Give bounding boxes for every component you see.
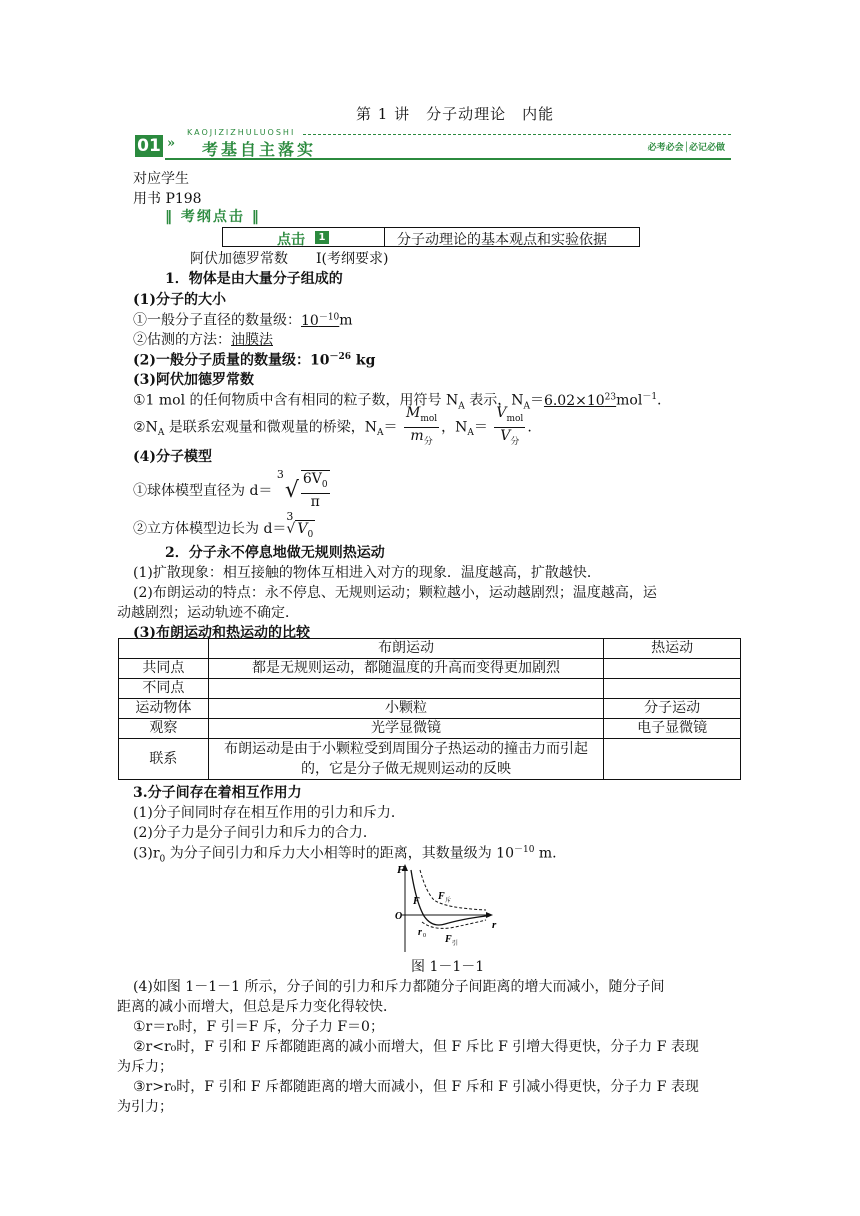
radical-icon: √ bbox=[284, 478, 299, 503]
text: ＝ bbox=[473, 419, 488, 436]
table-row bbox=[119, 679, 741, 699]
net-force-label: F bbox=[413, 896, 420, 907]
root-index: 3 bbox=[276, 468, 284, 481]
subscript: mol bbox=[506, 413, 524, 424]
table-cell bbox=[604, 679, 741, 699]
banner-dotted-rule bbox=[303, 134, 731, 135]
numerator bbox=[404, 405, 439, 428]
text: ②立方体模型边长为 d＝ bbox=[133, 521, 287, 537]
text: 6.02×10 bbox=[543, 392, 605, 409]
intro-line-2: 用书 P198 bbox=[133, 191, 202, 207]
subscript: A bbox=[467, 428, 474, 439]
text: ①一般分子直径的数量级： bbox=[133, 312, 301, 329]
text: (3)r bbox=[133, 845, 160, 862]
denominator bbox=[494, 428, 525, 450]
subscript: 分 bbox=[423, 436, 433, 447]
table-cell: 分子运动 bbox=[604, 699, 741, 719]
table-cell bbox=[604, 739, 741, 780]
section-3-2: (2)分子力是分子间引力和斥力的合力． bbox=[133, 825, 377, 841]
repulsive-force-curve bbox=[420, 870, 486, 910]
section-4-item1: ①r＝r₀时，F 引＝F 斥，分子力 F＝0； bbox=[133, 1019, 384, 1035]
r0-label: r bbox=[418, 927, 422, 938]
section-2-1: (1)扩散现象：相互接触的物体互相进入对方的现象．温度越高，扩散越快． bbox=[133, 565, 601, 581]
text: V bbox=[500, 427, 511, 444]
intro-line-1: 对应学生 bbox=[133, 171, 189, 187]
cube-root bbox=[286, 510, 315, 540]
r-axis-arrow-icon bbox=[486, 912, 493, 918]
section-4-item3-line2: 为引力； bbox=[117, 1099, 173, 1115]
section-1-1b bbox=[133, 329, 273, 349]
subscript: A bbox=[458, 401, 465, 412]
repel-force-sub: 斥 bbox=[445, 898, 452, 904]
point-box-left bbox=[223, 228, 385, 246]
text: 为分子间引力和斥力大小相等时的距离，其数量级为 10 bbox=[165, 845, 514, 862]
section-1-heading: 1．物体是由大量分子组成的 bbox=[165, 271, 343, 287]
repel-force-label: F bbox=[438, 891, 445, 902]
denominator bbox=[404, 428, 439, 450]
text: . bbox=[657, 392, 662, 409]
table-cell: 小颗粒 bbox=[208, 699, 603, 719]
text: mol bbox=[616, 392, 643, 409]
subscript: A bbox=[377, 428, 384, 439]
exponent: －10 bbox=[513, 845, 535, 855]
section-2-2-line1: (2)布朗运动的特点：永不停息、无规则运动；颗粒越小，运动越剧烈；温度越高，运 bbox=[133, 585, 657, 601]
section-1-2 bbox=[133, 349, 375, 370]
radical-icon: √ bbox=[286, 521, 296, 537]
answer-underline bbox=[544, 393, 616, 409]
denominator: π bbox=[310, 493, 320, 510]
radicand bbox=[301, 470, 330, 510]
text: ②估测的方法： bbox=[133, 332, 231, 348]
banner-arrow-icon: » bbox=[167, 136, 176, 151]
table-row bbox=[119, 699, 741, 719]
text: 是联系宏观量和微观量的桥梁，N bbox=[164, 419, 378, 436]
numerator bbox=[494, 405, 525, 428]
section-4-line2: 距离的减小而增大，但总是斥力变化得较快． bbox=[117, 999, 397, 1015]
text: ，N bbox=[441, 419, 468, 436]
banner-pinyin: KAOJIZIZHULUOSHI bbox=[187, 128, 296, 137]
table-cell: 都是无规则运动，都随温度的升高而变得更加剧烈 bbox=[208, 659, 603, 679]
text: V bbox=[496, 405, 507, 421]
text: M bbox=[405, 405, 421, 421]
exponent: －26 bbox=[329, 352, 352, 362]
section-1-4: (4)分子模型 bbox=[133, 449, 212, 465]
section-4-item3-line1: ③r>r₀时，F 引和 F 斥都随距离的增大而减小，但 F 斥和 F 引减小得更快，分子力 F 表现 bbox=[133, 1079, 699, 1095]
subscript: 0 bbox=[159, 854, 166, 865]
section-2-2-line2: 动越剧烈；运动轨迹不确定． bbox=[117, 605, 299, 621]
text: m bbox=[410, 427, 424, 444]
table-header: 热运动 bbox=[604, 639, 741, 659]
point-box bbox=[222, 227, 640, 247]
section-2-3: (3)布朗运动和热运动的比较 bbox=[133, 625, 310, 641]
text: ②N bbox=[133, 419, 158, 436]
table-row bbox=[119, 719, 741, 739]
section-1-4a bbox=[133, 470, 332, 510]
fraction-volume bbox=[494, 405, 525, 450]
table-header-row bbox=[119, 639, 741, 659]
force-distance-figure bbox=[390, 862, 500, 954]
point-label: 点击 bbox=[277, 232, 305, 248]
fraction-mass bbox=[404, 405, 439, 450]
answer-underline: 油膜法 bbox=[231, 332, 273, 348]
section-4-item2-line2: 为斥力； bbox=[117, 1059, 173, 1075]
text: m bbox=[339, 312, 353, 329]
subscript: A bbox=[523, 401, 530, 412]
syllabus-subheading: ‖ 考纲点击 ‖ bbox=[165, 209, 261, 225]
table-cell: 运动物体 bbox=[119, 699, 209, 719]
cube-root-fraction bbox=[277, 470, 332, 510]
section-2-heading: 2．分子永不停息地做无规则热运动 bbox=[165, 545, 385, 561]
numerator bbox=[301, 471, 330, 494]
table-cell bbox=[208, 679, 603, 699]
axis-r-label: r bbox=[492, 919, 497, 931]
table-row bbox=[119, 739, 741, 780]
table-cell: 不同点 bbox=[119, 679, 209, 699]
table-header: 布朗运动 bbox=[208, 639, 603, 659]
table-cell: 共同点 bbox=[119, 659, 209, 679]
text: 表示，N bbox=[464, 392, 524, 409]
figure-caption: 图 1－1－1 bbox=[411, 959, 485, 975]
banner-heading: 考基自主落实 bbox=[202, 140, 317, 159]
origin-label: O bbox=[395, 911, 403, 922]
text: (2)一般分子质量的数量级：10 bbox=[133, 352, 330, 369]
table-cell bbox=[604, 659, 741, 679]
text: V bbox=[297, 521, 308, 537]
subscript: mol bbox=[420, 413, 438, 424]
section-4-line1: (4)如图 1－1－1 所示，分子间的引力和斥力都随分子间距离的增大而减小，随分子间 bbox=[133, 979, 665, 995]
exponent: －10 bbox=[318, 312, 340, 322]
text: 10 bbox=[301, 312, 319, 329]
text: 6V bbox=[302, 471, 322, 487]
section-3-heading: 3.分子间存在着相互作用力 bbox=[133, 785, 302, 801]
table-cell: 观察 bbox=[119, 719, 209, 739]
radicand bbox=[295, 520, 315, 540]
exponent: －1 bbox=[642, 392, 658, 402]
table-cell: 布朗运动是由于小颗粒受到周围分子热运动的撞击力而引起的，它是分子做无规则运动的反映 bbox=[208, 739, 603, 780]
banner-number: 01 bbox=[135, 135, 163, 157]
banner-tag: 必考必会│必记必做 bbox=[647, 143, 725, 153]
text: m. bbox=[534, 845, 557, 862]
attract-force-label: F bbox=[445, 934, 452, 945]
subscript: 0 bbox=[307, 529, 314, 540]
section-1-1: (1)分子的大小 bbox=[133, 292, 226, 308]
r0-sub: 0 bbox=[423, 933, 426, 939]
table-cell: 电子显微镜 bbox=[604, 719, 741, 739]
section-4-item2-line1: ②r<r₀时，F 引和 F 斥都随距离的减小而增大，但 F 斥比 F 引增大得更快，分子力 F 表现 bbox=[133, 1039, 699, 1055]
section-1-3: (3)阿伏加德罗常数 bbox=[133, 372, 254, 388]
text: kg bbox=[351, 352, 376, 369]
root-index: 3 bbox=[286, 510, 294, 523]
attract-force-sub: 引 bbox=[452, 941, 459, 947]
banner-rule bbox=[165, 158, 731, 160]
subscript: 0 bbox=[321, 479, 328, 490]
table-cell: 光学显微镜 bbox=[208, 719, 603, 739]
section-1-4b bbox=[133, 510, 315, 540]
subscript: 分 bbox=[510, 436, 520, 447]
page-title: 第 1 讲 分子动理论 内能 bbox=[356, 105, 555, 123]
table-cell: 联系 bbox=[119, 739, 209, 780]
section-1-3b bbox=[133, 405, 532, 450]
table-row bbox=[119, 659, 741, 679]
point-number: 1 bbox=[315, 231, 329, 244]
table-header bbox=[119, 639, 209, 659]
text: ①1 mol 的任何物质中含有相同的粒子数，用符号 N bbox=[133, 392, 459, 409]
comparison-table bbox=[118, 638, 741, 780]
answer-underline bbox=[301, 313, 339, 329]
section-1-1a bbox=[133, 309, 353, 330]
text: ＝ bbox=[383, 419, 398, 436]
text: ＝ bbox=[529, 392, 544, 409]
avogadro-line: 阿伏加德罗常数 Ⅰ(考纲要求) bbox=[190, 251, 389, 267]
exponent: 23 bbox=[604, 392, 617, 402]
text: ①球体模型直径为 d＝ bbox=[133, 482, 273, 499]
section-banner bbox=[135, 128, 731, 162]
axis-f-label: F bbox=[397, 864, 405, 876]
text: . bbox=[527, 419, 532, 436]
point-title: 分子动理论的基本观点和实验依据 bbox=[397, 232, 607, 248]
subscript: A bbox=[157, 428, 165, 439]
section-3-1: (1)分子间同时存在相互作用的引力和斥力． bbox=[133, 805, 405, 821]
